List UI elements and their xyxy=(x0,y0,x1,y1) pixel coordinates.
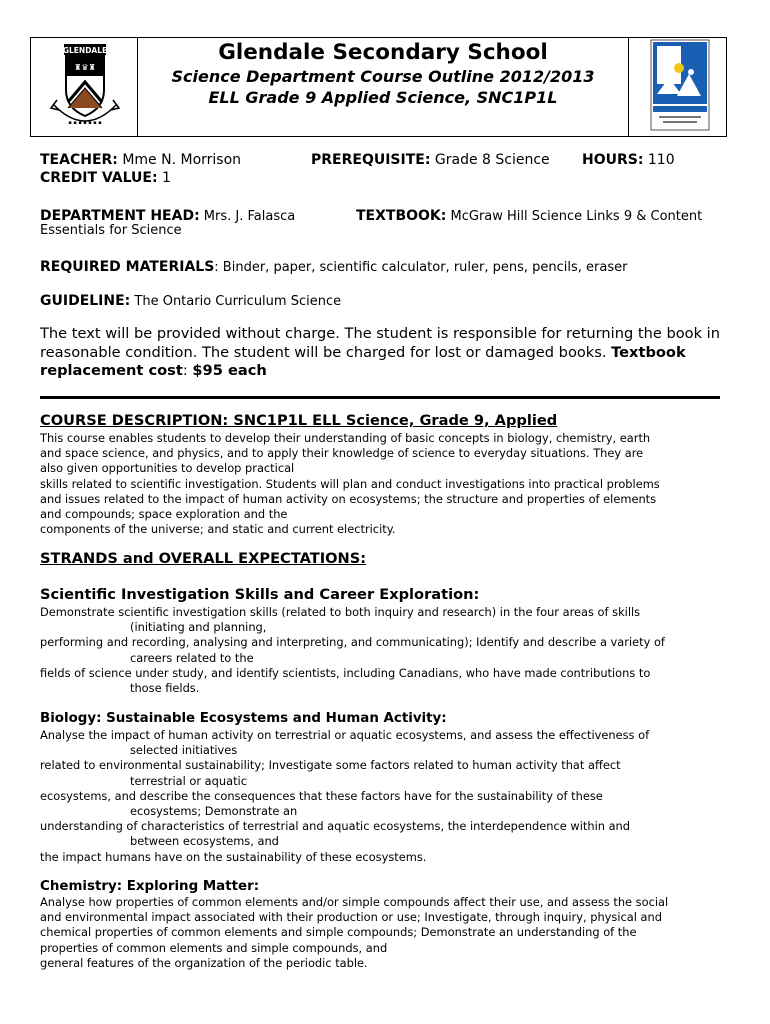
textbook-notice xyxy=(40,325,740,381)
paragraph-line: and issues related to the impact of human activity on ecosystems; the structure and properties of elements xyxy=(40,491,657,506)
paragraph-line: This course enables students to develop their understanding of basic concepts in biology, chemistry, earth xyxy=(40,431,651,445)
course-description-heading: COURSE DESCRIPTION: SNC1P1L ELL Science, Grade 9, Applied xyxy=(40,412,558,429)
department-name: Science Department xyxy=(171,67,355,86)
guideline-field xyxy=(40,290,341,309)
paragraph-line: Analyse how properties of common elements and/or simple compounds affect their use, and assess the social xyxy=(40,895,669,909)
replacement-cost-label: Textbook replacement cost xyxy=(40,343,686,379)
outline-year: Course Outline 2012/2013 xyxy=(354,67,595,86)
paragraph-line: between ecosystems, and xyxy=(130,834,279,849)
section-divider xyxy=(40,396,720,399)
paragraph-line: also given opportunities to develop practical xyxy=(40,461,295,476)
paragraph-line: performing and recording, analysing and interpreting, and communicating); Identify and describe a variety of xyxy=(40,635,665,650)
hours-field xyxy=(582,152,675,168)
paragraph-line: Analyse the impact of human activity on terrestrial or aquatic ecosystems, and assess the effectiveness of xyxy=(40,728,650,742)
textbook-value: McGraw Hill Science Links 9 & Content xyxy=(446,209,703,224)
credit-value: 1 xyxy=(157,170,171,186)
teacher-value: Mme N. Morrison xyxy=(117,152,242,168)
prerequisite-field xyxy=(311,152,550,168)
textbook-continued: Essentials for Science xyxy=(40,223,182,238)
paragraph-line: the impact humans have on the sustainability of these ecosystems. xyxy=(40,849,427,864)
hours-value: 110 xyxy=(643,152,675,168)
paragraph-line: components of the universe; and static and current electricity. xyxy=(40,522,396,537)
paragraph-line: those fields. xyxy=(130,681,200,696)
biology-heading: Biology: Sustainable Ecosystems and Human Activity: xyxy=(40,711,447,726)
chemistry-text xyxy=(40,895,668,971)
chemistry-heading: Chemistry: Exploring Matter: xyxy=(40,879,260,894)
department-head-value: Mrs. J. Falasca xyxy=(199,209,296,224)
paragraph-line: and space science, and physics, and to apply their knowledge of science to everyday situations. They are xyxy=(40,446,644,461)
school-logo-cell xyxy=(31,38,138,136)
required-materials-field xyxy=(40,256,627,275)
paragraph-line: general features of the organization of the periodic table. xyxy=(40,955,368,970)
prerequisite-value: Grade 8 Science xyxy=(430,152,550,168)
paragraph-line: terrestrial or aquatic xyxy=(130,773,247,788)
teacher-label: TEACHER: xyxy=(40,152,118,168)
paragraph-line: properties of common elements and simple compounds, and xyxy=(40,940,388,955)
school-logo-text: GLENDALE xyxy=(62,46,108,55)
svg-text:▪ ▪ ▪ ▪ ▪ ▪ ▪: ▪ ▪ ▪ ▪ ▪ ▪ ▪ xyxy=(68,120,102,126)
hours-label: HOURS: xyxy=(582,152,644,168)
paragraph-line: related to environmental sustainability; Investigate some factors related to human activity that affect xyxy=(40,758,621,773)
paragraph-line: and compounds; space exploration and the xyxy=(40,507,288,522)
required-materials-label: REQUIRED MATERIALS xyxy=(40,259,215,275)
textbook-field xyxy=(356,205,702,224)
title-cell xyxy=(138,38,628,136)
replacement-cost-separator: : xyxy=(182,362,193,379)
course-description-text xyxy=(40,431,660,537)
strands-heading: STRANDS and OVERALL EXPECTATIONS: xyxy=(40,550,367,567)
paragraph-line: chemical properties of common elements and simple compounds; Demonstrate an understanding of the xyxy=(40,925,637,940)
teacher-field xyxy=(40,152,241,168)
paragraph-line: (initiating and planning, xyxy=(130,620,267,635)
biology-text xyxy=(40,728,649,865)
school-name: Glendale Secondary School xyxy=(218,40,548,65)
paragraph-line: skills related to scientific investigation. Students will plan and conduct investigations into practical problems xyxy=(40,476,660,491)
school-crest-logo xyxy=(31,38,138,136)
course-outline-line xyxy=(138,67,628,86)
guideline-value: The Ontario Curriculum Science xyxy=(130,294,342,309)
course-title: ELL Grade 9 Applied Science, SNC1P1L xyxy=(208,88,558,107)
scientific-investigation-heading: Scientific Investigation Skills and Career Exploration: xyxy=(40,586,480,603)
notice-text: The text will be provided without charge. The student is responsible for returning the book in reasonable condition. The student will be charged for lost or damaged books. xyxy=(40,325,720,361)
textbook-label: TEXTBOOK: xyxy=(356,208,447,224)
svg-text:♜♛♜: ♜♛♜ xyxy=(74,63,96,72)
board-logo-cell xyxy=(628,38,726,136)
board-logo xyxy=(629,38,725,136)
paragraph-line: and environmental impact associated with their production or use; Investigate, through inquiry, physical and xyxy=(40,910,662,925)
header-box xyxy=(30,37,727,137)
paragraph-line: fields of science under study, and identify scientists, including Canadians, who have made contributions to xyxy=(40,665,651,680)
guideline-label: GUIDELINE: xyxy=(40,293,131,309)
paragraph-line: selected initiatives xyxy=(130,743,238,758)
paragraph-line: Demonstrate scientific investigation skills (related to both inquiry and research) in the four areas of skills xyxy=(40,605,641,619)
scientific-investigation-text xyxy=(40,605,665,696)
paragraph-line: careers related to the xyxy=(130,650,254,665)
required-materials-value: : Binder, paper, scientific calculator, ruler, pens, pencils, eraser xyxy=(214,260,628,275)
credit-field xyxy=(40,170,171,186)
prerequisite-label: PREREQUISITE: xyxy=(311,152,431,168)
replacement-cost-value: $95 each xyxy=(192,362,267,379)
department-head-label: DEPARTMENT HEAD: xyxy=(40,208,200,224)
paragraph-line: understanding of characteristics of terrestrial and aquatic ecosystems, the interdependence within and xyxy=(40,819,630,834)
paragraph-line: ecosystems, and describe the consequences that these factors have for the sustainability of these xyxy=(40,788,603,803)
department-head-field xyxy=(40,205,295,224)
credit-label: CREDIT VALUE: xyxy=(40,170,158,186)
paragraph-line: ecosystems; Demonstrate an xyxy=(130,804,298,819)
